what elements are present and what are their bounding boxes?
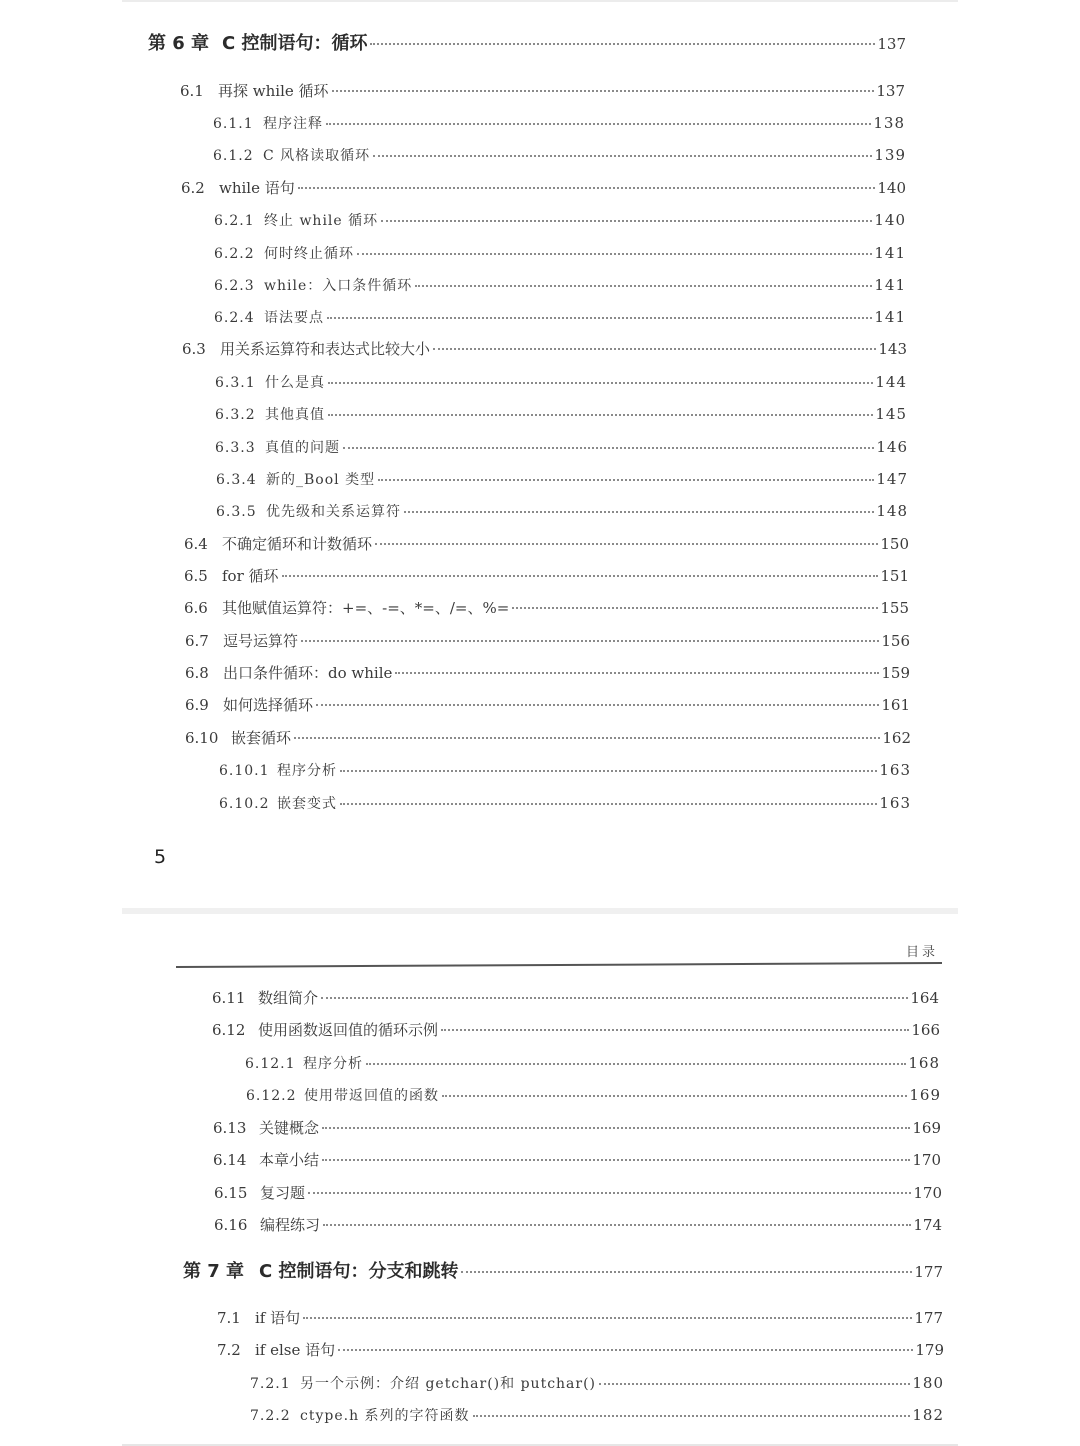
- toc-subsection[interactable]: [213, 113, 905, 134]
- dot-leader: [308, 1192, 911, 1194]
- section-title: 嵌套循环: [231, 729, 292, 747]
- page-ref: 151: [880, 567, 909, 585]
- running-head: 目录: [905, 945, 938, 960]
- toc-section[interactable]: [213, 1118, 941, 1138]
- page-ref: 177: [914, 1309, 943, 1327]
- toc-section[interactable]: [217, 1308, 943, 1328]
- toc-subsection[interactable]: [215, 372, 907, 393]
- section-title: for 循环: [222, 567, 279, 585]
- page-ref: 164: [910, 989, 939, 1007]
- page-ref: 140: [874, 211, 906, 229]
- subsection-number: 6.1.2: [213, 148, 254, 164]
- toc-section[interactable]: [184, 598, 909, 618]
- dot-leader: [381, 220, 872, 222]
- section-title: 编程练习: [260, 1216, 321, 1234]
- section-title: 出口条件循环：do while: [223, 664, 393, 682]
- section-number: 6.2: [181, 179, 205, 197]
- section-title: 其他赋值运算符：+=、-=、*=、/=、%=: [222, 599, 510, 617]
- section-number: 7.1: [217, 1309, 241, 1327]
- page-ref: 148: [876, 502, 908, 520]
- toc-section[interactable]: [184, 566, 909, 586]
- page-separator: [0, 880, 1080, 902]
- toc-subsection[interactable]: [214, 307, 906, 328]
- toc-section[interactable]: [185, 663, 910, 683]
- subsection-title: 程序分析: [303, 1056, 363, 1072]
- section-title: while 语句: [219, 179, 295, 197]
- toc-subsection[interactable]: [215, 404, 907, 425]
- dot-leader: [322, 1127, 910, 1129]
- section-number: 6.14: [213, 1151, 247, 1169]
- toc-subsection[interactable]: [219, 793, 911, 814]
- subsection-title: 终止 while 循环: [264, 213, 379, 229]
- subsection-title: 新的_Bool 类型: [266, 472, 376, 488]
- dot-leader: [599, 1383, 910, 1385]
- dot-leader: [294, 737, 880, 739]
- toc-subsection[interactable]: [214, 243, 906, 264]
- toc-section[interactable]: [213, 1150, 941, 1170]
- section-number: 6.10: [185, 729, 219, 747]
- subsection-title: ctype.h 系列的字符函数: [300, 1408, 470, 1424]
- dot-leader: [322, 1159, 910, 1161]
- subsection-number: 6.10.1: [219, 763, 270, 779]
- section-title: 再探 while 循环: [218, 82, 329, 100]
- subsection-title: 语法要点: [264, 310, 324, 326]
- toc-subsection[interactable]: [216, 469, 908, 490]
- subsection-number: 7.2.1: [250, 1376, 291, 1392]
- section-number: 6.4: [184, 535, 208, 553]
- toc-subsection[interactable]: [214, 210, 906, 231]
- page-ref: 156: [881, 632, 910, 650]
- page-number: 5: [154, 846, 167, 868]
- toc-subsection[interactable]: [246, 1085, 941, 1106]
- section-number: 6.9: [185, 696, 209, 714]
- section-number: 6.16: [214, 1216, 248, 1234]
- dot-leader: [404, 511, 874, 513]
- subsection-title: C 风格读取循环: [263, 148, 371, 164]
- page-ref: 139: [874, 146, 906, 164]
- section-number: 6.7: [185, 632, 209, 650]
- dot-leader: [340, 803, 877, 805]
- chapter-number: 第 7 章: [183, 1261, 245, 1282]
- subsection-title: 程序分析: [277, 763, 337, 779]
- page-ref: 141: [874, 308, 906, 326]
- dot-leader: [473, 1415, 911, 1417]
- chapter-number: 第 6 章: [148, 33, 210, 54]
- page-ref: 159: [881, 664, 910, 682]
- toc-subsection[interactable]: [245, 1053, 940, 1074]
- toc-chapter-7[interactable]: [183, 1262, 943, 1282]
- page-ref: 145: [875, 405, 907, 423]
- subsection-number: 6.3.1: [215, 375, 256, 391]
- section-number: 7.2: [217, 1341, 241, 1359]
- subsection-number: 6.10.2: [219, 796, 270, 812]
- page-ref: 170: [913, 1184, 942, 1202]
- dot-leader: [301, 640, 879, 642]
- page-ref: 163: [879, 761, 911, 779]
- dot-leader: [343, 447, 874, 449]
- toc-subsection[interactable]: [250, 1405, 944, 1426]
- page-ref: 179: [915, 1341, 944, 1359]
- section-title: if else 语句: [255, 1341, 336, 1359]
- page-ref: 137: [877, 35, 906, 53]
- page-ref: 141: [874, 244, 906, 262]
- section-title: if 语句: [255, 1309, 301, 1327]
- dot-leader: [332, 90, 875, 92]
- subsection-number: 6.2.4: [214, 310, 255, 326]
- section-title: 如何选择循环: [223, 696, 314, 714]
- section-number: 6.1: [180, 82, 204, 100]
- dot-leader: [316, 704, 879, 706]
- subsection-number: 6.3.2: [215, 407, 256, 423]
- subsection-number: 6.1.1: [213, 116, 254, 132]
- page-ref: 182: [912, 1406, 944, 1424]
- dot-leader: [433, 348, 876, 350]
- section-number: 6.11: [212, 989, 246, 1007]
- toc-subsection[interactable]: [214, 275, 906, 296]
- page-ref: 147: [876, 470, 908, 488]
- toc-section[interactable]: [185, 695, 910, 715]
- subsection-number: 7.2.2: [250, 1408, 291, 1424]
- toc-section[interactable]: [182, 339, 907, 359]
- page-ref: 168: [908, 1054, 940, 1072]
- page-ref: 170: [912, 1151, 941, 1169]
- page-ref: 162: [882, 729, 911, 747]
- toc-subsection[interactable]: [215, 437, 908, 458]
- toc-section[interactable]: [181, 178, 906, 198]
- subsection-title: 真值的问题: [265, 440, 340, 456]
- page-ref: 155: [880, 599, 909, 617]
- subsection-title: 程序注释: [263, 116, 323, 132]
- toc-subsection[interactable]: [219, 760, 911, 781]
- page-ref: 169: [912, 1119, 941, 1137]
- subsection-number: 6.3.3: [215, 440, 256, 456]
- dot-leader: [326, 123, 871, 125]
- dot-leader: [461, 1271, 912, 1273]
- page-ref: 169: [909, 1086, 941, 1104]
- toc-section[interactable]: [184, 534, 909, 554]
- dot-leader: [357, 253, 872, 255]
- subsection-number: 6.2.1: [214, 213, 255, 229]
- subsection-title: 其他真值: [265, 407, 325, 423]
- subsection-number: 6.12.1: [245, 1056, 296, 1072]
- page-ref: 161: [881, 696, 910, 714]
- toc-section[interactable]: [212, 1020, 940, 1040]
- toc-section[interactable]: [214, 1215, 942, 1235]
- subsection-title: 何时终止循环: [264, 246, 354, 262]
- subsection-number: 6.2.2: [214, 246, 255, 262]
- subsection-title: 嵌套变式: [277, 796, 337, 812]
- page-ref: 141: [874, 276, 906, 294]
- dot-leader: [303, 1317, 912, 1319]
- section-number: 6.12: [212, 1021, 246, 1039]
- dot-leader: [366, 1063, 906, 1065]
- chapter-title: C 控制语句：循环: [222, 33, 368, 54]
- subsection-title: 另一个示例：介绍 getchar()和 putchar(): [300, 1376, 597, 1392]
- subsection-number: 6.2.3: [214, 278, 255, 294]
- section-number: 6.15: [214, 1184, 248, 1202]
- toc-section[interactable]: [217, 1340, 944, 1360]
- toc-section[interactable]: [212, 988, 939, 1008]
- page-ref: 180: [912, 1374, 944, 1392]
- section-title: 数组简介: [258, 989, 319, 1007]
- dot-leader: [378, 479, 874, 481]
- toc-section[interactable]: [185, 728, 911, 748]
- section-title: 关键概念: [259, 1119, 320, 1137]
- page-ref: 177: [914, 1263, 943, 1281]
- dot-leader: [441, 1029, 909, 1031]
- subsection-number: 6.3.5: [216, 504, 257, 520]
- page-ref: 146: [876, 438, 908, 456]
- section-title: 使用函数返回值的循环示例: [258, 1021, 439, 1039]
- toc-section[interactable]: [214, 1183, 942, 1203]
- toc-chapter-6[interactable]: [148, 34, 906, 54]
- chapter-title: C 控制语句：分支和跳转: [259, 1261, 459, 1282]
- dot-leader: [373, 155, 872, 157]
- dot-leader: [395, 672, 879, 674]
- section-title: 逗号运算符: [223, 632, 299, 650]
- section-title: 复习题: [260, 1184, 306, 1202]
- dot-leader: [328, 414, 873, 416]
- page-ref: 143: [878, 340, 907, 358]
- section-number: 6.13: [213, 1119, 247, 1137]
- page-ref: 144: [875, 373, 907, 391]
- dot-leader: [321, 997, 908, 999]
- toc-subsection[interactable]: [250, 1373, 944, 1394]
- dot-leader: [298, 187, 876, 189]
- section-number: 6.6: [184, 599, 208, 617]
- dot-leader: [340, 770, 877, 772]
- page-ref: 150: [880, 535, 909, 553]
- subsection-title: 什么是真: [265, 375, 325, 391]
- page-ref: 166: [911, 1021, 940, 1039]
- page-ref: 137: [876, 82, 905, 100]
- page-ref: 140: [877, 179, 906, 197]
- dot-leader: [512, 607, 878, 609]
- dot-leader: [442, 1095, 907, 1097]
- subsection-title: 优先级和关系运算符: [266, 504, 401, 520]
- toc-subsection[interactable]: [216, 501, 908, 522]
- dot-leader: [282, 575, 879, 577]
- dot-leader: [327, 317, 872, 319]
- dot-leader: [370, 43, 875, 45]
- section-number: 6.3: [182, 340, 206, 358]
- page-ref: 174: [913, 1216, 942, 1234]
- section-title: 本章小结: [259, 1151, 320, 1169]
- toc-subsection[interactable]: [213, 145, 906, 166]
- section-title: 不确定循环和计数循环: [222, 535, 373, 553]
- dot-leader: [415, 285, 872, 287]
- subsection-title: 使用带返回值的函数: [304, 1088, 439, 1104]
- subsection-number: 6.3.4: [216, 472, 257, 488]
- section-number: 6.8: [185, 664, 209, 682]
- page-ref: 163: [879, 794, 911, 812]
- dot-leader: [375, 543, 878, 545]
- toc-section[interactable]: [180, 81, 905, 101]
- dot-leader: [323, 1224, 911, 1226]
- page-ref: 138: [873, 114, 905, 132]
- dot-leader: [338, 1349, 913, 1351]
- section-number: 6.5: [184, 567, 208, 585]
- subsection-number: 6.12.2: [246, 1088, 297, 1104]
- subsection-title: while：入口条件循环: [264, 278, 413, 294]
- toc-section[interactable]: [185, 631, 910, 651]
- section-title: 用关系运算符和表达式比较大小: [220, 340, 431, 358]
- dot-leader: [328, 382, 873, 384]
